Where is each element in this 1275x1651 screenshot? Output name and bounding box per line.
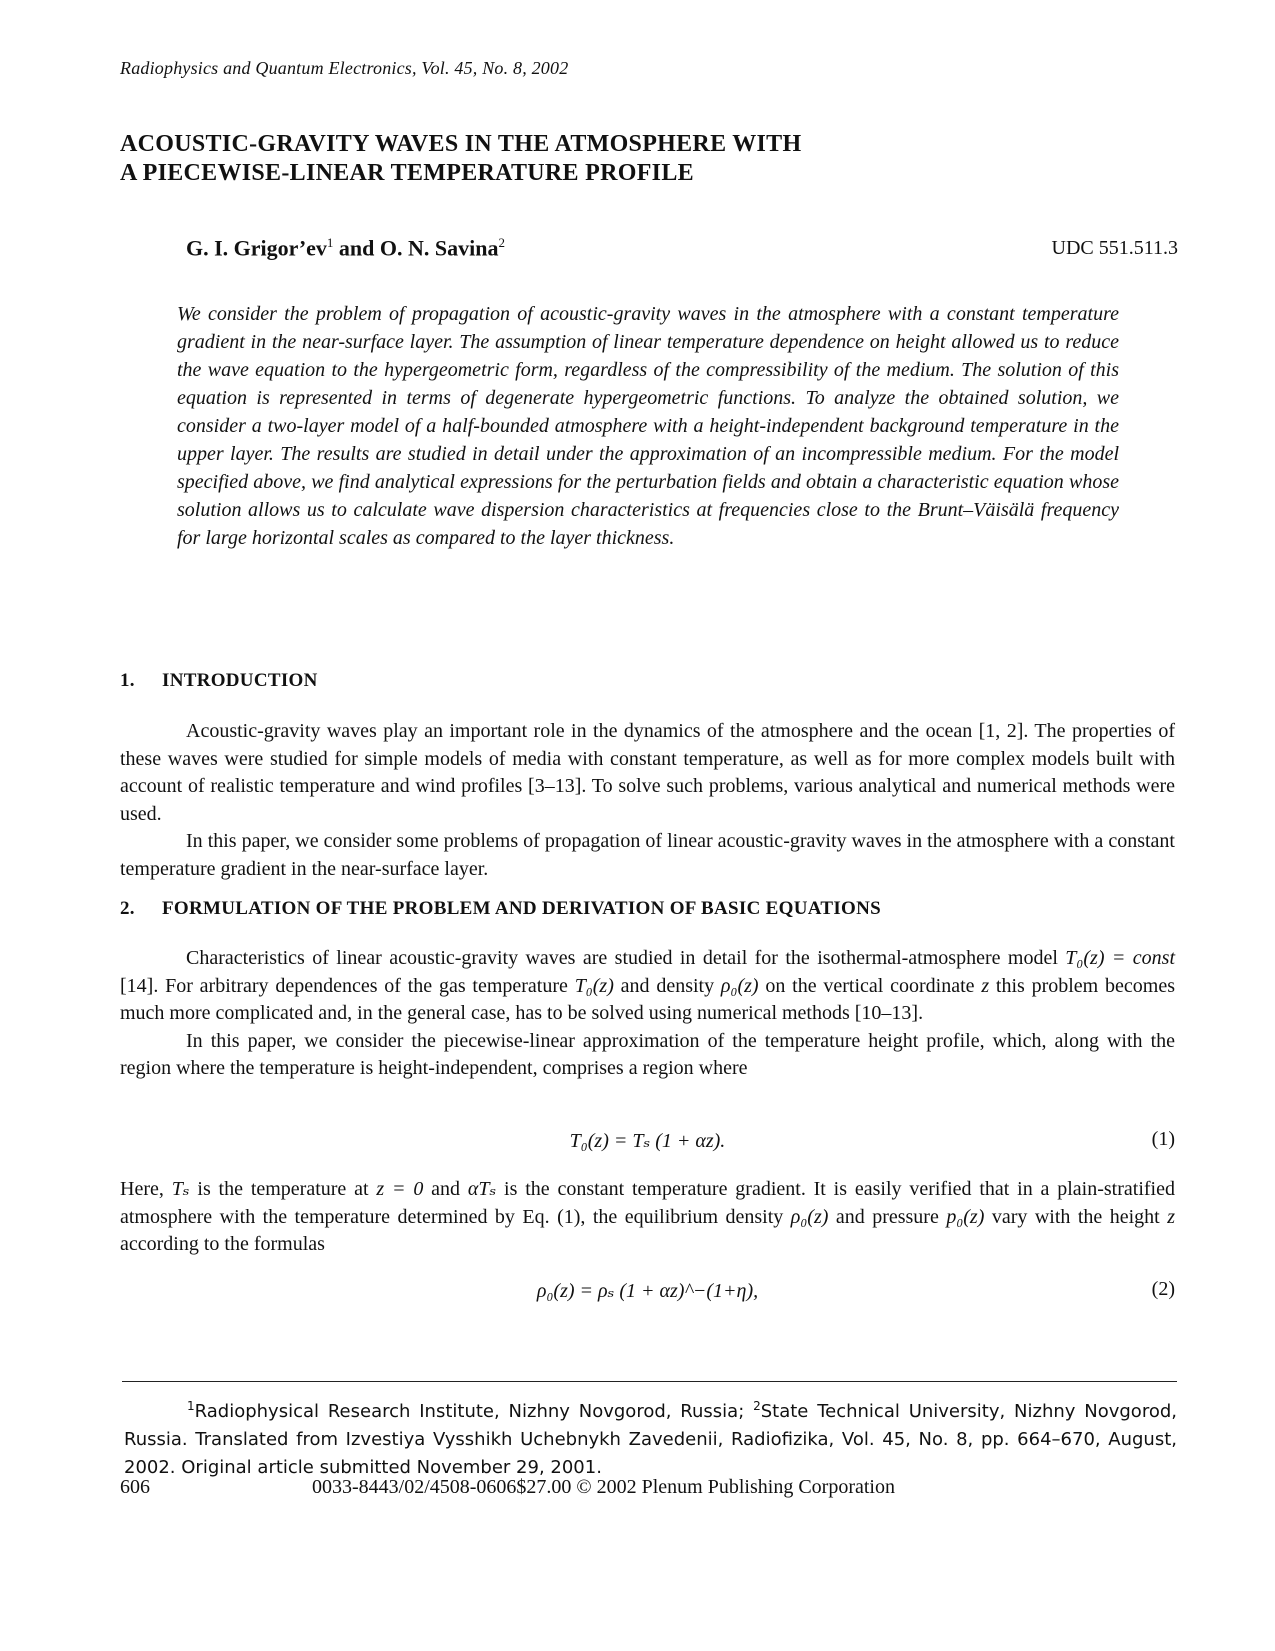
section-2-number: 2. bbox=[120, 898, 135, 919]
footnote-mark-1: 1 bbox=[187, 1399, 195, 1413]
text-run: and bbox=[423, 1178, 468, 1200]
copyright-line: 0033-8443/02/4508-0606$27.00 © 2002 Plenum Publishing Corporation bbox=[312, 1476, 895, 1498]
text-run: Characteristics of linear acoustic-gravity waves are studied in detail for the isothermal-atmosphere model bbox=[186, 947, 1066, 969]
text-run: according to the formulas bbox=[120, 1233, 325, 1255]
page-number: 606 bbox=[120, 1476, 150, 1498]
equation-2 bbox=[120, 1278, 1175, 1308]
equation-1 bbox=[120, 1128, 1175, 1158]
math-inline: ρ₀(z) bbox=[720, 974, 759, 997]
author-conjunction: and bbox=[338, 235, 375, 261]
author-2: O. N. Savina bbox=[379, 235, 499, 261]
text-run: is the temperature at bbox=[189, 1178, 377, 1200]
abstract bbox=[177, 300, 1119, 552]
footnote-text bbox=[124, 1392, 1177, 1482]
paper-title bbox=[120, 130, 1120, 188]
author-1-affiliation-mark: 1 bbox=[326, 235, 334, 250]
text-run: this problem becomes much more complicated and, in the general case, has to be solved using numerical methods [10–13]. bbox=[120, 974, 1175, 1024]
equation-2-formula: ρ₀(z) = ρₛ (1 + αz)^−(1+η), bbox=[536, 1280, 759, 1302]
author-1: G. I. Grigor’ev bbox=[186, 235, 327, 261]
math-inline: T₀(z) bbox=[574, 974, 614, 997]
footnote-divider bbox=[122, 1381, 1177, 1382]
journal-header: Radiophysics and Quantum Electronics, Vol. 45, No. 8, 2002 bbox=[120, 58, 569, 78]
equation-2-number: (2) bbox=[1151, 1278, 1175, 1300]
text-run: Here, bbox=[120, 1178, 172, 1200]
text-run: and density bbox=[613, 974, 721, 997]
section-1-body bbox=[120, 718, 1175, 883]
section-2-paragraph-1 bbox=[120, 945, 1175, 1028]
author-2-affiliation-mark: 2 bbox=[498, 235, 505, 250]
math-inline: z bbox=[981, 974, 990, 997]
math-inline: ρ₀(z) bbox=[790, 1205, 829, 1228]
section-2-paragraph-2: In this paper, we consider the piecewise-linear approximation of the temperature height profile, which, along with the region where the temperature is height-independent, comprises a region where bbox=[120, 1029, 1175, 1079]
section-1-number: 1. bbox=[120, 670, 135, 691]
title-line-2: A PIECEWISE-LINEAR TEMPERATURE PROFILE bbox=[120, 160, 694, 186]
math-inline: z bbox=[1167, 1205, 1175, 1228]
footnote-affiliation-1: Radiophysical Research Institute, Nizhny Novgorod, Russia; bbox=[194, 1401, 745, 1422]
text-run: vary with the height bbox=[984, 1205, 1168, 1228]
section-2-body-continued bbox=[120, 1176, 1175, 1259]
section-2-body bbox=[120, 945, 1175, 1083]
authors bbox=[186, 235, 505, 261]
text-run: [14]. For arbitrary dependences of the gas temperature bbox=[120, 974, 575, 997]
math-inline: αTₛ bbox=[467, 1178, 497, 1200]
footnote-affiliation-2: State Technical University, Nizhny Novgorod, Russia. Translated from Izvestiya Vysshikh Uchebnykh Zavedenii, Radiofizika, Vol. 45, No. 8, pp. 664–670, August, 2002. Original article submitted November 29, 2001. bbox=[124, 1401, 1177, 1478]
text-run: is the constant temperature gradient. It is easily verified that in a plain-stratified atmosphere with the temperature determined by Eq. (1), the equilibrium density bbox=[120, 1178, 1175, 1228]
section-2-heading bbox=[120, 898, 881, 920]
math-inline: z = 0 bbox=[376, 1178, 424, 1200]
section-2-paragraph-3 bbox=[120, 1176, 1175, 1259]
section-1-title: INTRODUCTION bbox=[162, 670, 318, 691]
footnote-mark-2: 2 bbox=[753, 1399, 761, 1413]
section-1-heading bbox=[120, 670, 318, 692]
section-1-paragraph-1: Acoustic-gravity waves play an important role in the dynamics of the atmosphere and the ocean [1, 2]. The properties of these waves were studied for simple models of media with constant temperature, as well as for more complex models built with account of realistic temperature and wind profiles [3–13]. To solve such problems, various analytical and numerical methods were used. bbox=[120, 720, 1175, 825]
math-inline: T₀(z) = const bbox=[1065, 947, 1175, 969]
section-2-title: FORMULATION OF THE PROBLEM AND DERIVATION OF BASIC EQUATIONS bbox=[162, 898, 881, 919]
text-run: and pressure bbox=[828, 1205, 947, 1228]
footnote bbox=[124, 1392, 1177, 1482]
udc-code: UDC 551.511.3 bbox=[1051, 237, 1178, 259]
section-1-paragraph-2: In this paper, we consider some problems of propagation of linear acoustic-gravity waves in the atmosphere with a constant temperature gradient in the near-surface layer. bbox=[120, 830, 1175, 880]
math-inline: Tₛ bbox=[171, 1178, 190, 1200]
math-inline: p₀(z) bbox=[946, 1205, 985, 1228]
text-run: on the vertical coordinate bbox=[758, 974, 982, 997]
equation-1-formula: T₀(z) = Tₛ (1 + αz). bbox=[569, 1130, 726, 1152]
abstract-text: We consider the problem of propagation of acoustic-gravity waves in the atmosphere with a constant temperature gradient in the near-surface layer. The assumption of linear temperature dependence on height allowed us to reduce the wave equation to the hypergeometric form, regardless of the compressibility of the medium. The solution of this equation is represented in terms of degenerate hypergeometric functions. To analyze the obtained solution, we consider a two-layer model of a half-bounded atmosphere with a height-independent background temperature in the upper layer. The results are studied in detail under the approximation of an incompressible medium. For the model specified above, we find analytical expressions for the perturbation fields and obtain a characteristic equation whose solution allows us to calculate wave dispersion characteristics at frequencies close to the Brunt–Väisälä frequency for large horizontal scales as compared to the layer thickness. bbox=[177, 303, 1119, 549]
title-line-1: ACOUSTIC-GRAVITY WAVES IN THE ATMOSPHERE WITH bbox=[120, 131, 802, 157]
equation-1-number: (1) bbox=[1151, 1128, 1175, 1150]
